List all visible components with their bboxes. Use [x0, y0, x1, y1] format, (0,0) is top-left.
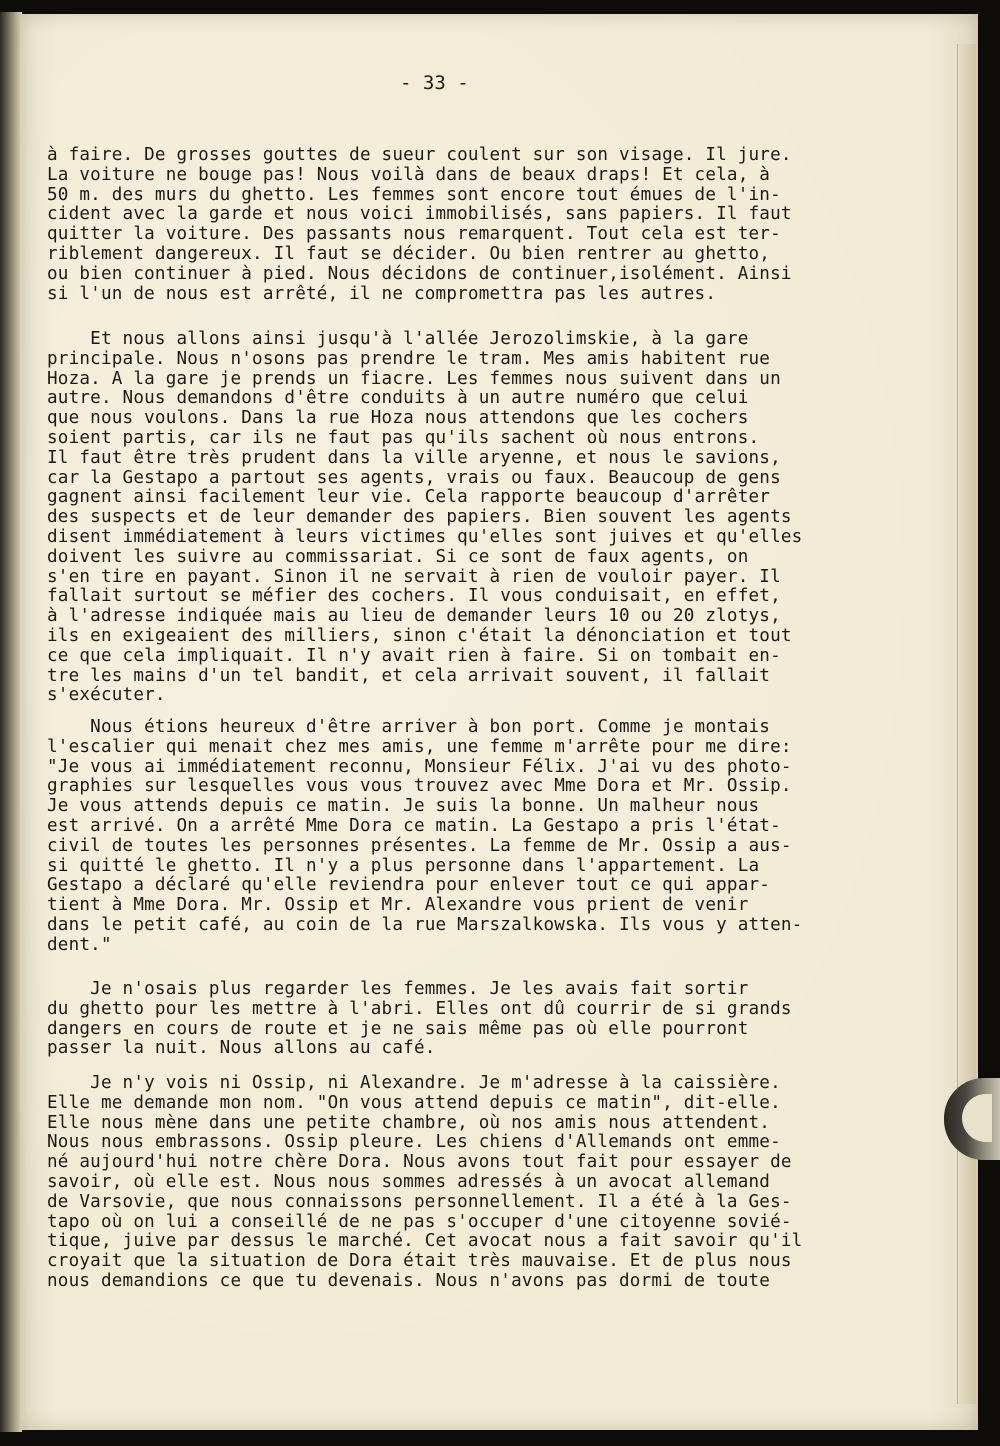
text-line: tre les mains d'un tel bandit, et cela arrivait souvent, il fallait: [47, 665, 771, 686]
text-line: tapo où on lui a conseillé de ne pas s'occuper d'une citoyenne sovié-: [47, 1211, 792, 1232]
text-line: que nous voulons. Dans la rue Hoza nous attendons que les cochers: [47, 408, 749, 429]
paragraph-5: [47, 1074, 977, 1292]
text-line: fallait surtout se méfier des cochers. Il vous conduisait, en effet,: [47, 586, 781, 607]
paragraph-2: [47, 330, 977, 706]
text-line: disent immédiatement à leurs victimes qu'elles sont juives et qu'elles: [47, 526, 803, 547]
text-line: né aujourd'hui notre chère Dora. Nous avons tout fait pour essayer de: [47, 1152, 792, 1173]
text-line: tient à Mme Dora. Mr. Ossip et Mr. Alexandre vous prient de venir: [47, 895, 749, 916]
text-line: Il faut être très prudent dans la ville aryenne, et nous le savions,: [47, 447, 781, 468]
text-line: ce que cela impliquait. Il n'y avait rien à faire. Si on tombait en-: [47, 645, 781, 666]
text-line: ils en exigeaient des milliers, sinon c'était la dénonciation et tout: [47, 625, 792, 646]
text-line: Elle nous mène dans une petite chambre, où nos amis nous attendent.: [47, 1112, 771, 1133]
book-binding: [0, 12, 22, 1432]
text-line: ou bien continuer à pied. Nous décidons de continuer,isolément. Ainsi: [47, 263, 792, 284]
text-line: autre. Nous demandons d'être conduits à un autre numéro que celui: [47, 388, 749, 409]
paragraph-3: [47, 718, 977, 956]
text-line: Nous étions heureux d'être arriver à bon port. Comme je montais: [47, 717, 771, 737]
text-line: dans le petit café, au coin de la rue Marszalkowska. Ils vous y atten-: [47, 914, 803, 935]
text-line: si quitté le ghetto. Il n'y a plus personne dans l'appartement. La: [47, 855, 760, 876]
text-line: soient partis, car ils ne faut pas qu'ils sachent où nous entrons.: [47, 427, 760, 448]
text-line: nous demandions ce que tu devenais. Nous n'avons pas dormi de toute: [47, 1270, 771, 1291]
page-number: - 33 -: [400, 72, 469, 94]
text-line: dangers en cours de route et je ne sais même pas où elle pourront: [47, 1018, 749, 1039]
text-line: quitter la voiture. Des passants nous remarquent. Tout cela est ter-: [47, 224, 781, 245]
text-line: graphies sur lesquelles vous vous trouvez avec Mme Dora et Mr. Ossip.: [47, 776, 792, 797]
text-line: Nous nous embrassons. Ossip pleure. Les chiens d'Allemands ont emme-: [47, 1132, 781, 1153]
text-line: Je n'y vois ni Ossip, ni Alexandre. Je m'adresse à la caissière.: [47, 1073, 781, 1093]
text-line: riblement dangereux. Il faut se décider. Ou bien rentrer au ghetto,: [47, 243, 771, 264]
text-line: civil de toutes les personnes présentes. La femme de Mr. Ossip a aus-: [47, 835, 792, 856]
text-line: "Je vous ai immédiatement reconnu, Monsieur Félix. J'ai vu des photo-: [47, 756, 792, 777]
text-line: à faire. De grosses gouttes de sueur coulent sur son visage. Il jure.: [47, 145, 792, 165]
typewritten-page: [20, 14, 978, 1430]
text-line: passer la nuit. Nous allons au café.: [47, 1038, 436, 1059]
text-line: est arrivé. On a arrêté Mme Dora ce matin. La Gestapo a pris l'état-: [47, 815, 781, 836]
text-line: doivent les suivre au commissariat. Si ce sont de faux agents, on: [47, 546, 749, 567]
text-line: dent.": [47, 934, 112, 955]
text-line: savoir, où elle est. Nous nous sommes adressés à un avocat allemand: [47, 1171, 771, 1192]
text-line: croyait que la situation de Dora était très mauvaise. Et de plus nous: [47, 1251, 792, 1272]
text-line: si l'un de nous est arrêté, il ne compromettra pas les autres.: [47, 283, 717, 304]
text-line: Je vous attends depuis ce matin. Je suis la bonne. Un malheur nous: [47, 796, 760, 817]
text-line: Gestapo a déclaré qu'elle reviendra pour enlever tout ce qui appar-: [47, 875, 771, 896]
text-line: de Varsovie, que nous connaissons personnellement. Il a été à la Ges-: [47, 1191, 792, 1212]
text-line: 50 m. des murs du ghetto. Les femmes sont encore tout émues de l'in-: [47, 184, 781, 205]
text-line: l'escalier qui menait chez mes amis, une femme m'arrête pour me dire:: [47, 736, 792, 757]
text-line: Et nous allons ainsi jusqu'à l'allée Jerozolimskie, à la gare: [47, 329, 749, 349]
text-line: Hoza. A la gare je prends un fiacre. Les femmes nous suivent dans un: [47, 368, 781, 389]
text-line: s'en tire en payant. Sinon il ne servait à rien de vouloir payer. Il: [47, 566, 781, 587]
text-line: du ghetto pour les mettre à l'abri. Elles ont dû courrir de si grands: [47, 998, 792, 1019]
text-line: Elle me demande mon nom. "On vous attend depuis ce matin", dit-elle.: [47, 1092, 781, 1113]
text-line: gagnent ainsi facilement leur vie. Cela rapporte beaucoup d'arrêter: [47, 487, 771, 508]
paragraph-1: [47, 146, 977, 304]
paragraph-4: [47, 980, 977, 1059]
text-line: principale. Nous n'osons pas prendre le tram. Mes amis habitent rue: [47, 348, 771, 369]
text-line: cident avec la garde et nous voici immobilisés, sans papiers. Il faut: [47, 204, 792, 225]
text-line: à l'adresse indiquée mais au lieu de demander leurs 10 ou 20 zlotys,: [47, 606, 781, 627]
text-line: tique, juive par dessus le marché. Cet avocat nous a fait savoir qu'il: [47, 1231, 803, 1252]
text-line: s'exécuter.: [47, 685, 166, 706]
text-line: La voiture ne bouge pas! Nous voilà dans de beaux draps! Et cela, à: [47, 164, 771, 185]
text-line: Je n'osais plus regarder les femmes. Je les avais fait sortir: [47, 979, 749, 999]
text-line: car la Gestapo a partout ses agents, vrais ou faux. Beaucoup de gens: [47, 467, 781, 488]
text-line: des suspects et de leur demander des papiers. Bien souvent les agents: [47, 507, 792, 528]
